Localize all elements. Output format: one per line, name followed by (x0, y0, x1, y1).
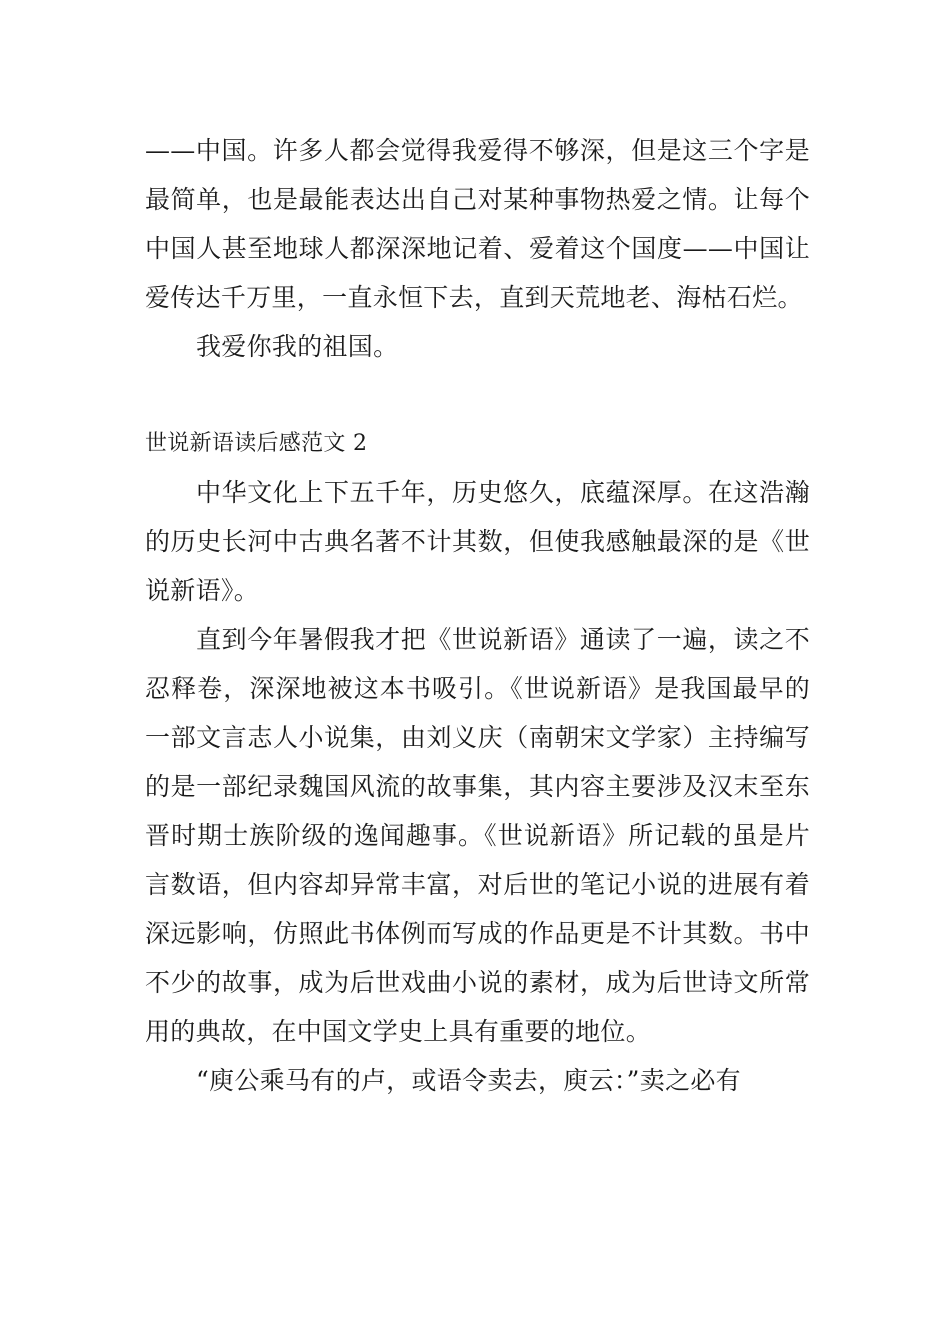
paragraph-body: 直到今年暑假我才把《世说新语》通读了一遍，读之不忍释卷，深深地被这本书吸引。《世说新语》是我国最早的一部文言志人小说集，由刘义庆（南朝宋文学家）主持编写的是一部纪录魏国风流的故事集，其内容主要涉及汉末至东晋时期士族阶级的逸闻趣事。《世说新语》所记载的虽是片言数语，但内容却异常丰富，对后世的笔记小说的进展有着深远影响，仿照此书体例而写成的作品更是不计其数。书中不少的故事，成为后世戏曲小说的素材，成为后世诗文所常用的典故，在中国文学史上具有重要的地位。 (145, 625, 810, 1046)
section-spacer (145, 371, 810, 419)
paragraph-closing: 我爱你我的祖国。 (196, 332, 399, 361)
paragraph-continued: ——中国。许多人都会觉得我爱得不够深，但是这三个字是最简单，也是最能表达出自己对某种事物热爱之情。让每个中国人甚至地球人都深深地记着、爱着这个国度——中国让爱传达千万里，一直永恒下去，直到天荒地老、海枯石烂。 (145, 136, 810, 312)
paragraph-quote: “庾公乘马有的卢，或语令卖去，庾云：”卖之必有 (196, 1066, 741, 1095)
document-body (145, 126, 810, 1105)
paragraph-intro: 中华文化上下五千年，历史悠久，底蕴深厚。在这浩瀚的历史长河中古典名著不计其数，但使我感触最深的是《世说新语》。 (145, 478, 810, 605)
section-title: 世说新语读后感范文 2 (145, 431, 368, 456)
